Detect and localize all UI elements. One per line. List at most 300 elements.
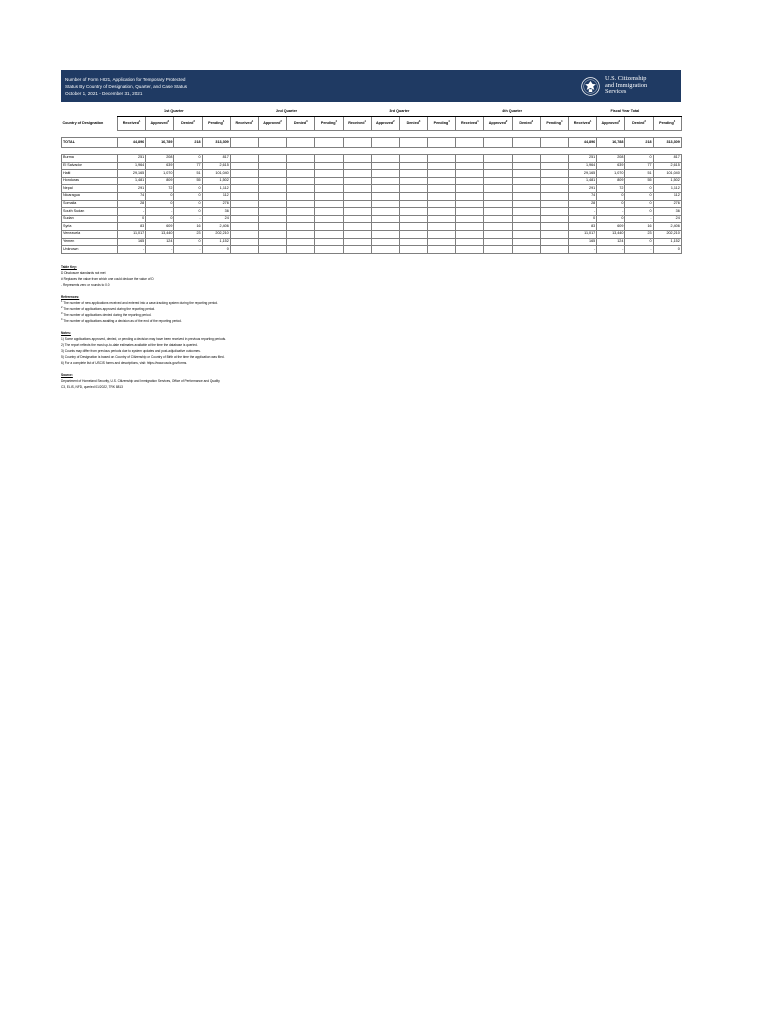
data-cell <box>258 162 286 170</box>
data-cell <box>540 238 568 246</box>
data-cell <box>428 230 456 238</box>
data-cell <box>512 246 540 254</box>
data-cell <box>287 192 315 200</box>
data-cell <box>371 238 399 246</box>
data-cell <box>371 170 399 178</box>
data-cell <box>371 230 399 238</box>
data-cell: 817 <box>653 155 681 163</box>
column-header: Pending$^4$ <box>202 117 230 131</box>
data-cell <box>371 177 399 185</box>
data-cell: 0 <box>569 215 597 223</box>
data-cell <box>428 185 456 193</box>
data-cell <box>456 200 484 208</box>
data-cell <box>343 215 371 223</box>
dhs-seal-icon <box>581 77 600 96</box>
table-row <box>62 215 682 223</box>
country-name: Yemen <box>62 238 118 246</box>
data-cell <box>258 185 286 193</box>
data-cell: 0 <box>174 238 202 246</box>
data-cell <box>456 238 484 246</box>
country-name: Nepal <box>62 185 118 193</box>
table-key-line: # Replaces the value from which one could deduce the value of D <box>61 276 154 281</box>
data-cell: 1,481 <box>118 177 146 185</box>
data-cell <box>343 155 371 163</box>
data-cell: 0 <box>625 155 653 163</box>
data-table-wrapper <box>61 102 681 254</box>
column-header: Pending$^4$ <box>428 117 456 131</box>
reference-line: $^3$ The number of applications denied during the reporting period. <box>61 311 152 317</box>
data-cell <box>512 170 540 178</box>
data-cell: 0 <box>174 185 202 193</box>
data-cell <box>456 185 484 193</box>
data-cell: 208 <box>597 155 625 163</box>
data-cell <box>540 246 568 254</box>
data-cell <box>230 170 258 178</box>
data-cell: 0 <box>625 192 653 200</box>
agency-name-line: Services <box>605 88 627 96</box>
total-cell: 44,896 <box>569 138 597 148</box>
data-cell <box>258 155 286 163</box>
data-cell <box>399 238 427 246</box>
data-cell <box>399 223 427 231</box>
data-cell <box>456 192 484 200</box>
data-cell: 0 <box>174 200 202 208</box>
data-cell: 1,964 <box>569 162 597 170</box>
data-cell: - <box>625 246 653 254</box>
data-cell <box>399 230 427 238</box>
data-cell <box>258 192 286 200</box>
spacer-row <box>62 131 682 138</box>
table-row <box>62 162 682 170</box>
data-cell: 251 <box>118 155 146 163</box>
data-cell: 609 <box>146 223 174 231</box>
data-cell: 0 <box>597 200 625 208</box>
column-header: Denied$^3$ <box>287 117 315 131</box>
column-header: Denied$^3$ <box>399 117 427 131</box>
data-cell: 1,964 <box>118 162 146 170</box>
data-cell <box>371 200 399 208</box>
data-cell: 77 <box>625 162 653 170</box>
data-cell <box>287 215 315 223</box>
column-header: Received$^1$ <box>343 117 371 131</box>
report-title-line: Status By Country of Designation, Quarter, and Case Status <box>65 84 188 89</box>
country-name: Nicaragua <box>62 192 118 200</box>
data-cell: 55 <box>625 177 653 185</box>
data-cell <box>371 208 399 216</box>
data-cell: 639 <box>146 162 174 170</box>
table-row <box>62 246 682 254</box>
data-cell <box>484 155 512 163</box>
country-name: Burma <box>62 155 118 163</box>
data-cell <box>456 155 484 163</box>
data-cell <box>315 155 343 163</box>
data-cell <box>258 170 286 178</box>
data-cell <box>428 200 456 208</box>
data-cell: 124 <box>597 238 625 246</box>
table-key-line: - Represents zero or rounds to 0.0 <box>61 282 110 287</box>
source-heading: Source: <box>61 372 73 377</box>
tps-data-table <box>61 102 682 254</box>
total-cell <box>484 138 512 148</box>
data-cell <box>287 238 315 246</box>
data-cell: 28 <box>118 200 146 208</box>
data-cell: 36 <box>653 208 681 216</box>
data-cell <box>399 208 427 216</box>
data-cell <box>230 215 258 223</box>
data-cell <box>512 215 540 223</box>
column-header: Approved$^2$ <box>484 117 512 131</box>
column-header: Pending$^4$ <box>653 117 681 131</box>
data-cell <box>512 185 540 193</box>
data-cell: 23 <box>174 230 202 238</box>
data-cell <box>315 192 343 200</box>
total-cell <box>399 138 427 148</box>
data-cell: - <box>118 246 146 254</box>
data-cell: 23 <box>625 230 653 238</box>
column-header: Received$^1$ <box>569 117 597 131</box>
data-cell <box>371 185 399 193</box>
data-cell <box>287 162 315 170</box>
country-name: Somalia <box>62 200 118 208</box>
data-cell <box>456 215 484 223</box>
data-cell <box>315 185 343 193</box>
data-cell: - <box>146 208 174 216</box>
data-cell <box>287 200 315 208</box>
data-cell <box>371 215 399 223</box>
data-cell: 291 <box>118 185 146 193</box>
total-cell <box>343 138 371 148</box>
data-cell <box>258 246 286 254</box>
total-cell <box>428 138 456 148</box>
total-cell: 313,309 <box>202 138 230 148</box>
source-line: Department of Homeland Security, U.S. Citizenship and Immigration Services, Office of Performance and Quality <box>61 378 220 383</box>
data-cell: 809 <box>146 177 174 185</box>
country-name: Honduras <box>62 177 118 185</box>
data-cell: - <box>597 246 625 254</box>
data-cell <box>343 238 371 246</box>
note-line: 1) Some applications approved, denied, or pending a decision may have been received in previous reporting periods. <box>61 336 226 341</box>
data-cell: 0 <box>625 208 653 216</box>
data-cell <box>258 200 286 208</box>
data-cell <box>484 223 512 231</box>
data-cell: 1,152 <box>653 238 681 246</box>
data-cell: 112 <box>202 192 230 200</box>
data-cell: 0 <box>625 238 653 246</box>
data-cell: 77 <box>174 162 202 170</box>
data-cell: 72 <box>597 185 625 193</box>
data-cell: 74 <box>569 192 597 200</box>
data-cell: 276 <box>202 200 230 208</box>
total-cell <box>371 138 399 148</box>
data-cell <box>230 185 258 193</box>
data-cell <box>343 208 371 216</box>
data-cell <box>371 162 399 170</box>
data-cell: 29,165 <box>118 170 146 178</box>
data-cell <box>428 192 456 200</box>
data-cell <box>540 215 568 223</box>
data-cell <box>230 200 258 208</box>
data-cell <box>428 177 456 185</box>
data-cell <box>258 215 286 223</box>
data-cell <box>230 162 258 170</box>
data-cell: 1,152 <box>202 238 230 246</box>
data-cell <box>258 223 286 231</box>
data-cell <box>484 192 512 200</box>
data-cell <box>540 155 568 163</box>
report-title-line: Number of Form I-821, Application for Temporary Protected <box>65 77 186 82</box>
data-cell <box>287 177 315 185</box>
data-cell <box>399 215 427 223</box>
data-cell <box>343 192 371 200</box>
report-banner <box>61 70 681 102</box>
data-cell <box>456 223 484 231</box>
data-cell: 1,502 <box>202 177 230 185</box>
data-cell: 13,440 <box>146 230 174 238</box>
data-cell <box>230 230 258 238</box>
data-cell <box>540 177 568 185</box>
total-row <box>62 138 682 148</box>
data-cell <box>287 170 315 178</box>
table-row <box>62 238 682 246</box>
data-cell: 1,112 <box>653 185 681 193</box>
country-name: Syria <box>62 223 118 231</box>
data-cell <box>540 192 568 200</box>
note-line: 5) Country of Designation is based on Country of Citizenship or Country of Birth at the time the application was filed. <box>61 354 225 359</box>
data-cell <box>230 208 258 216</box>
data-cell <box>287 223 315 231</box>
quarter-header: 4th Quarter <box>456 108 569 117</box>
data-cell: 0 <box>174 192 202 200</box>
table-row <box>62 155 682 163</box>
data-cell <box>399 177 427 185</box>
data-cell: 2,615 <box>202 162 230 170</box>
data-cell <box>315 208 343 216</box>
table-row <box>62 230 682 238</box>
data-cell <box>484 200 512 208</box>
data-cell <box>371 192 399 200</box>
data-cell <box>428 208 456 216</box>
total-cell: 218 <box>625 138 653 148</box>
data-cell: 11,017 <box>118 230 146 238</box>
data-cell: 208 <box>146 155 174 163</box>
data-cell: 276 <box>653 200 681 208</box>
data-cell <box>456 208 484 216</box>
data-cell <box>456 170 484 178</box>
quarter-header: 1st Quarter <box>118 108 231 117</box>
column-header: Approved$^2$ <box>597 117 625 131</box>
data-cell <box>484 177 512 185</box>
data-cell: 101,040 <box>653 170 681 178</box>
data-cell: - <box>625 215 653 223</box>
data-cell: 51 <box>174 170 202 178</box>
data-cell <box>428 238 456 246</box>
column-header: Received$^1$ <box>456 117 484 131</box>
data-cell <box>258 208 286 216</box>
data-cell <box>287 208 315 216</box>
table-row <box>62 200 682 208</box>
data-cell <box>428 162 456 170</box>
data-cell: 0 <box>202 246 230 254</box>
notes-section <box>61 264 681 390</box>
data-cell: 1,070 <box>146 170 174 178</box>
data-cell <box>230 155 258 163</box>
data-cell <box>512 208 540 216</box>
data-cell: 101,040 <box>202 170 230 178</box>
data-cell: 16 <box>174 223 202 231</box>
data-cell <box>258 177 286 185</box>
data-cell: 24 <box>653 215 681 223</box>
data-cell <box>371 246 399 254</box>
data-cell <box>512 162 540 170</box>
country-name: South Sudan <box>62 208 118 216</box>
data-cell <box>428 223 456 231</box>
data-cell: 0 <box>597 215 625 223</box>
data-cell <box>456 177 484 185</box>
data-cell <box>399 200 427 208</box>
data-cell: 0 <box>146 215 174 223</box>
data-cell <box>540 208 568 216</box>
data-cell: - <box>597 208 625 216</box>
data-cell: 0 <box>118 215 146 223</box>
country-name: El Salvador <box>62 162 118 170</box>
column-header-row <box>62 117 682 131</box>
total-label: TOTAL <box>62 138 118 148</box>
data-cell: 809 <box>597 177 625 185</box>
data-cell: 0 <box>625 200 653 208</box>
data-cell: 24 <box>202 215 230 223</box>
data-cell <box>343 170 371 178</box>
country-name: Unknown <box>62 246 118 254</box>
data-cell <box>343 185 371 193</box>
table-row <box>62 223 682 231</box>
data-cell: - <box>174 215 202 223</box>
data-cell <box>540 185 568 193</box>
data-cell <box>315 162 343 170</box>
data-cell <box>315 223 343 231</box>
data-cell <box>287 230 315 238</box>
data-cell <box>456 230 484 238</box>
data-cell <box>540 170 568 178</box>
data-cell: 1,112 <box>202 185 230 193</box>
data-cell: - <box>569 208 597 216</box>
table-row <box>62 192 682 200</box>
note-line: 2) The report reflects the most up-to-date estimates available at the time the database is queried. <box>61 342 198 347</box>
data-cell: 202,210 <box>653 230 681 238</box>
column-header: Denied$^3$ <box>512 117 540 131</box>
data-cell <box>315 215 343 223</box>
data-cell: 251 <box>569 155 597 163</box>
column-header: Approved$^2$ <box>371 117 399 131</box>
data-cell <box>399 185 427 193</box>
note-line: 6) For a complete list of USCIS forms and descriptions, visit: https://www.uscis.gov/forms. <box>61 360 188 365</box>
data-cell <box>343 177 371 185</box>
total-cell <box>230 138 258 148</box>
data-cell: 51 <box>625 170 653 178</box>
data-cell <box>315 200 343 208</box>
data-cell <box>428 170 456 178</box>
source-line: C3, ELIS, NFD, queried 01/2022, TRK 8813 <box>61 384 123 389</box>
data-cell <box>230 246 258 254</box>
data-cell <box>399 162 427 170</box>
data-cell: - <box>146 246 174 254</box>
country-column-header: Country of Designation <box>62 120 104 125</box>
total-cell: 218 <box>174 138 202 148</box>
agency-name-line: U.S. Citizenship <box>605 75 647 82</box>
data-cell <box>343 162 371 170</box>
data-cell <box>540 230 568 238</box>
data-cell <box>484 170 512 178</box>
data-cell <box>315 170 343 178</box>
total-cell: 44,896 <box>118 138 146 148</box>
data-cell: 36 <box>202 208 230 216</box>
total-cell <box>540 138 568 148</box>
data-cell <box>428 246 456 254</box>
data-cell: 11,017 <box>569 230 597 238</box>
table-row <box>62 170 682 178</box>
data-cell <box>428 215 456 223</box>
data-cell: 83 <box>569 223 597 231</box>
column-header: Denied$^3$ <box>174 117 202 131</box>
data-cell <box>484 246 512 254</box>
report-sheet <box>61 70 681 390</box>
data-cell: 0 <box>625 185 653 193</box>
data-cell: 291 <box>569 185 597 193</box>
data-cell: 1,502 <box>653 177 681 185</box>
data-cell <box>399 155 427 163</box>
data-cell <box>287 246 315 254</box>
country-name: Sudan <box>62 215 118 223</box>
data-cell: 124 <box>146 238 174 246</box>
total-cell <box>287 138 315 148</box>
data-cell: 29,165 <box>569 170 597 178</box>
data-cell <box>315 177 343 185</box>
column-header: Approved$^2$ <box>146 117 174 131</box>
data-cell: - <box>174 246 202 254</box>
country-name: Haiti <box>62 170 118 178</box>
references-heading: References: <box>61 294 80 299</box>
data-cell: 1,481 <box>569 177 597 185</box>
data-cell <box>230 192 258 200</box>
data-cell <box>484 208 512 216</box>
column-header: Received$^1$ <box>230 117 258 131</box>
total-cell: 313,309 <box>653 138 681 148</box>
data-cell: 202,210 <box>202 230 230 238</box>
data-cell <box>315 246 343 254</box>
data-cell: 165 <box>118 238 146 246</box>
data-cell: 1,070 <box>597 170 625 178</box>
data-cell <box>428 155 456 163</box>
data-cell: 112 <box>653 192 681 200</box>
data-cell: 2,406 <box>653 223 681 231</box>
data-cell <box>230 177 258 185</box>
total-cell: 16,788 <box>597 138 625 148</box>
quarter-header-row <box>62 108 682 117</box>
data-cell <box>512 200 540 208</box>
total-cell <box>258 138 286 148</box>
data-cell: 0 <box>146 200 174 208</box>
data-cell <box>230 223 258 231</box>
data-cell <box>371 223 399 231</box>
data-cell <box>343 223 371 231</box>
data-cell: 0 <box>174 208 202 216</box>
note-line: 3) Counts may differ from previous periods due to system updates and post-adjudicative outcomes. <box>61 348 201 353</box>
data-cell <box>512 230 540 238</box>
data-cell <box>456 162 484 170</box>
data-cell: 16 <box>625 223 653 231</box>
quarter-header: 3rd Quarter <box>343 108 456 117</box>
data-cell: 2,406 <box>202 223 230 231</box>
table-row <box>62 185 682 193</box>
